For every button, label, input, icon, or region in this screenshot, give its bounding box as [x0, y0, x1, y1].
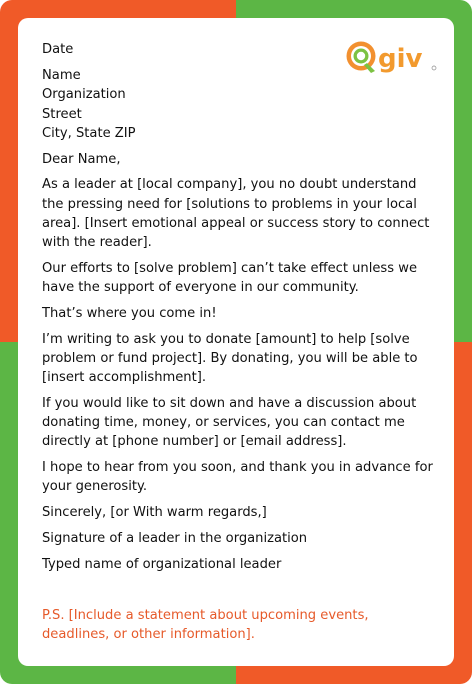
salutation: Dear Name, [42, 151, 121, 167]
letter-paper [18, 18, 454, 666]
body-paragraph: As a leader at [local company], you no doubt understand the pressing need for [solutions to problems in your local area]. [Insert emotional appeal or success story to connect with the reader]. [42, 177, 430, 251]
address-line: Street [42, 106, 82, 122]
letter-body [42, 40, 438, 580]
address-line: City, State ZIP [42, 125, 136, 141]
typed-name-line: Typed name of organizational leader [42, 556, 282, 572]
body-paragraph: Our efforts to [solve problem] can’t take effect unless we have the support of everyone in our community. [42, 260, 418, 296]
postscript: P.S. [Include a statement about upcoming events, deadlines, or other information]. [42, 608, 369, 643]
letter-date: Date [42, 42, 74, 57]
body-paragraph: If you would like to sit down and have a discussion about donating time, money, or services, you can contact me directly at [phone number] or [email address]. [42, 395, 417, 450]
body-paragraph: I’m writing to ask you to donate [amount] to help [solve problem or fund project]. By donating, you will be able to [insert accomplishment]. [42, 331, 418, 386]
recipient-address [42, 66, 438, 143]
body-paragraph: I hope to hear from you soon, and thank you in advance for your generosity. [42, 460, 433, 495]
logo-wordmark: giv [378, 44, 423, 74]
body-paragraph: That’s where you come in! [42, 305, 217, 321]
closing: Sincerely, [or With warm regards,] [42, 505, 267, 521]
address-line: Organization [42, 87, 126, 103]
signature-line: Signature of a leader in the organization [42, 530, 308, 546]
address-line: Name [42, 68, 81, 84]
